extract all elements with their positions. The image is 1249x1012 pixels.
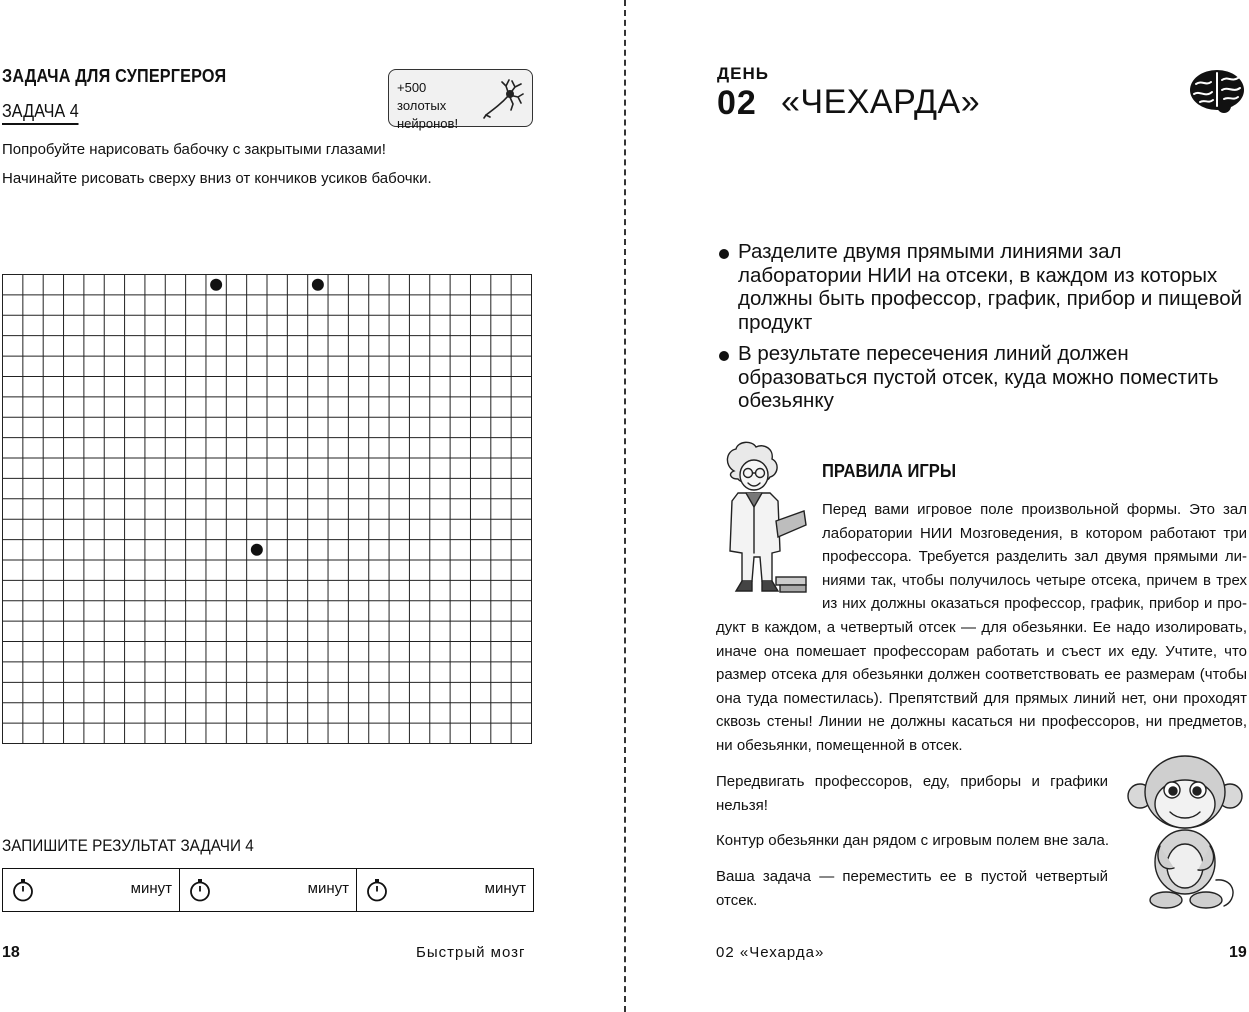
rules-title: ПРАВИЛА ИГРЫ <box>822 461 957 481</box>
bullet-item: Разделите двумя прямыми линиями зал лаборатории НИИ на отсеки, в каждом из которых должны быть профессор, график, прибор и пищевой продукт <box>717 240 1247 334</box>
antenna-dot <box>312 279 324 291</box>
minutes-label: минут <box>130 880 172 897</box>
result-cell[interactable] <box>357 869 533 911</box>
professor-illustration <box>716 441 810 599</box>
running-title-left: Быстрый мозг <box>416 944 526 961</box>
instruction-line-2: Начинайте рисовать сверху вниз от кончиков усиков бабочки. <box>2 170 432 187</box>
badge-line-1: +500 золотых <box>397 80 447 113</box>
result-cell[interactable] <box>3 869 180 911</box>
minutes-label: минут <box>307 880 349 897</box>
page-number-right: 19 <box>1229 944 1247 961</box>
stopwatch-icon <box>365 878 389 902</box>
rules-line: из них должны оказаться профессор, график, прибор и про- <box>822 595 1247 613</box>
minutes-label: минут <box>484 880 526 897</box>
paragraph-no-move: Передвигать профессоров, еду, приборы и графики нельзя! <box>716 773 1108 814</box>
task-label: ЗАДАЧА 4 <box>2 101 79 125</box>
drawing-grid <box>2 274 532 744</box>
rules-paragraph: дукт в каждом, а четвертый отсек — для обезьянки. Ее надо изолировать, иначе она помешает профессорам работать и съест их еду. Учтите, что размер отсека для обезьянки должен соответствовать ее размерам (чтобы она туда поместилась). Препятствий для прямых линий нет, они проходят сквозь стены! Линии не должны касаться ни профессоров, ни предметов, ни обезьянки, помещенной в отсек. <box>716 619 1247 754</box>
page-number-left: 18 <box>2 944 20 961</box>
page-fold-divider <box>624 0 626 1012</box>
rules-text-block <box>822 498 1247 616</box>
paragraph-contour: Контур обезьянки дан рядом с игровым полем вне зала. <box>716 832 1110 849</box>
brain-icon <box>1188 68 1246 114</box>
stopwatch-icon <box>11 878 35 902</box>
result-cell[interactable] <box>180 869 357 911</box>
day-number: 02 <box>717 84 757 122</box>
bullet-item: В результате пересечения линий должен образоваться пустой отсек, куда можно поместить обезьянку <box>717 342 1247 413</box>
running-title-right: 02 «Чехарда» <box>716 944 825 961</box>
antenna-dot <box>210 279 222 291</box>
monkey-illustration <box>1126 750 1244 912</box>
stopwatch-icon <box>188 878 212 902</box>
rules-line: ниями так, чтобы получилось четыре отсека, причем в трех <box>822 571 1247 589</box>
instruction-line-1: Попробуйте нарисовать бабочку с закрытыми глазами! <box>2 141 386 158</box>
section-title: ЗАДАЧА ДЛЯ СУПЕРГЕРОЯ <box>2 66 227 86</box>
result-table <box>2 868 534 912</box>
day-label: ДЕНЬ <box>717 64 769 83</box>
rules-line: Перед вами игровое поле произвольной формы. Это зал <box>822 501 1247 518</box>
rules-line: профессора. Требуется разделить зал двумя прямыми ли- <box>822 548 1247 566</box>
neuron-icon <box>482 77 526 119</box>
antenna-dot <box>251 544 263 556</box>
day-name: «ЧЕХАРДА» <box>781 83 981 121</box>
task-bullets <box>717 240 1247 421</box>
paragraph-task: Ваша задача — переместить ее в пустой четвертый отсек. <box>716 868 1108 909</box>
result-title: ЗАПИШИТЕ РЕЗУЛЬТАТ ЗАДАЧИ 4 <box>2 836 254 855</box>
badge-line-2: нейронов! <box>397 116 459 131</box>
rules-line: лаборатории НИИ Мозговедения, в котором работают три <box>822 524 1247 542</box>
reward-badge <box>388 69 533 131</box>
